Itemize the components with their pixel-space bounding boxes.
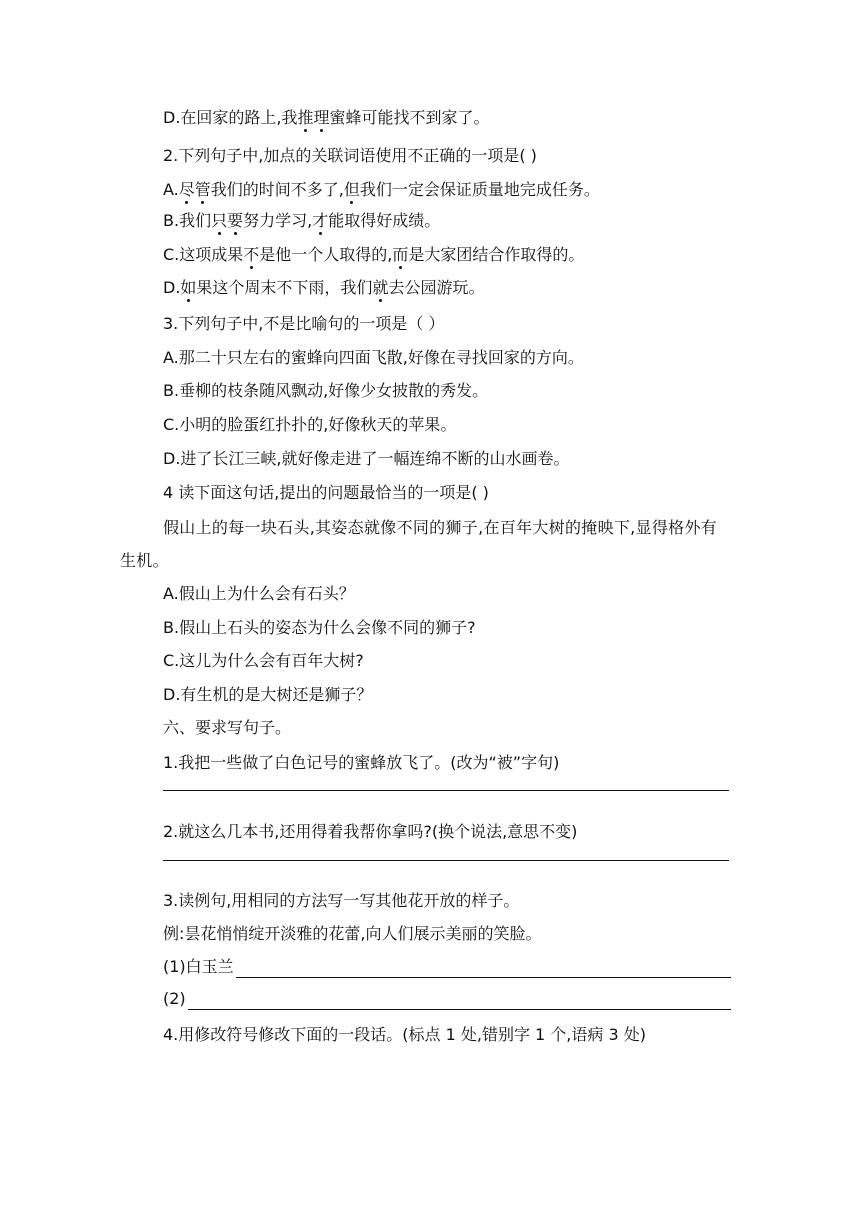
q2-option-d [163,277,733,299]
q2-d-text: 果这个周末不下雨，我们 [196,278,373,297]
q2-a-text: A. [163,180,179,199]
q4-option-b: B.假山上石头的姿态为什么会像不同的狮子? [163,618,476,637]
s6-fill-line-2[interactable] [188,991,731,1010]
s6-fill-row-1 [163,956,731,978]
q2-b-emphasized-char: 要 [227,211,244,230]
s6-example: 例:昙花悄悄绽开淡雅的花蕾,向人们展示美丽的笑脸。 [163,924,542,943]
q2-d-text: D. [163,278,181,297]
q2-b-emphasized-char: 只 [211,211,228,230]
q2-a-text: 我们一定会保证质量地完成任务。 [359,180,600,199]
q2-b-text: 努力学习, [243,211,313,230]
q4-passage: 假山上的每一块石头,其姿态就像不同的狮子,在百年大树的掩映下,显得格外有生机。 [120,518,718,570]
q1-option-d-text: 蜜蜂可能找不到家了。 [329,108,490,127]
q2-d-emphasized-char: 如 [180,278,197,297]
q2-b-text: B.我们 [163,211,212,230]
q2-d-emphasized-char: 就 [372,278,389,297]
s6-item-2-answer-line[interactable] [163,860,729,861]
s6-item-1-answer-line[interactable] [163,790,729,791]
q4-option-c: C.这儿为什么会有百年大树? [163,651,364,670]
q2-d-text: 去公园游玩。 [388,278,485,297]
q3-question: 3.下列句子中,不是比喻句的一项是（ ） [163,314,445,333]
q2-c-text: 是大家团结合作取得的。 [408,245,585,264]
q2-option-a [163,179,733,201]
q3-option-d: D.进了长江三峡,就好像走进了一幅连绵不断的山水画卷。 [163,449,570,468]
q1-emphasized-char: 推 [297,108,314,127]
section-six-heading: 六、要求写句子。 [163,718,292,737]
s6-fill-line-1[interactable] [236,959,731,978]
q2-a-text: 我们的时间不多了, [210,180,344,199]
q2-c-text: C.这项成果 [163,245,244,264]
q4-question: 4 读下面这句话,提出的问题最恰当的一项是( ) [163,483,489,502]
q2-a-emphasized-char: 管 [194,180,211,199]
q2-question: 2.下列句子中,加点的关联词语使用不正确的一项是( ) [163,146,537,165]
s6-fill-label-2: (2) [163,989,186,1008]
q4-option-a: A.假山上为什么会有石头？ [163,584,355,603]
q2-c-emphasized-char: 而 [392,245,409,264]
q2-option-b [163,210,733,232]
q3-option-a: A.那二十只左右的蜜蜂向四面飞散,好像在寻找回家的方向。 [163,348,584,367]
s6-fill-label-1: (1)白玉兰 [163,957,234,976]
q4-option-d: D.有生机的是大树还是狮子？ [163,685,373,704]
q2-option-c [163,244,733,266]
q2-b-emphasized-char: 才 [312,211,329,230]
q2-c-emphasized-char: 不 [243,245,260,264]
q2-a-emphasized-char: 但 [343,180,360,199]
q3-option-c: C.小明的脸蛋红扑扑的,好像秋天的苹果。 [163,415,457,434]
s6-fill-row-2 [163,988,731,1010]
q1-option-d-text: D.在回家的路上,我 [163,108,298,127]
s6-item-4: 4.用修改符号修改下面的一段话。(标点 1 处,错别字 1 个,语病 3 处) [163,1025,646,1044]
q2-a-emphasized-char: 尽 [178,180,195,199]
q2-b-text: 能取得好成绩。 [328,211,441,230]
s6-item-3: 3.读例句,用相同的方法写一写其他花开放的样子。 [163,891,520,910]
q1-option-d [163,107,733,129]
q1-emphasized-char: 理 [313,108,330,127]
s6-item-2: 2.就这么几本书,还用得着我帮你拿吗?(换个说法,意思不变) [163,822,578,841]
s6-item-1: 1.我把一些做了白色记号的蜜蜂放飞了。(改为“被”字句) [163,753,560,772]
q3-option-b: B.垂柳的枝条随风飘动,好像少女披散的秀发。 [163,381,489,400]
q2-c-text: 是他一个人取得的, [259,245,393,264]
